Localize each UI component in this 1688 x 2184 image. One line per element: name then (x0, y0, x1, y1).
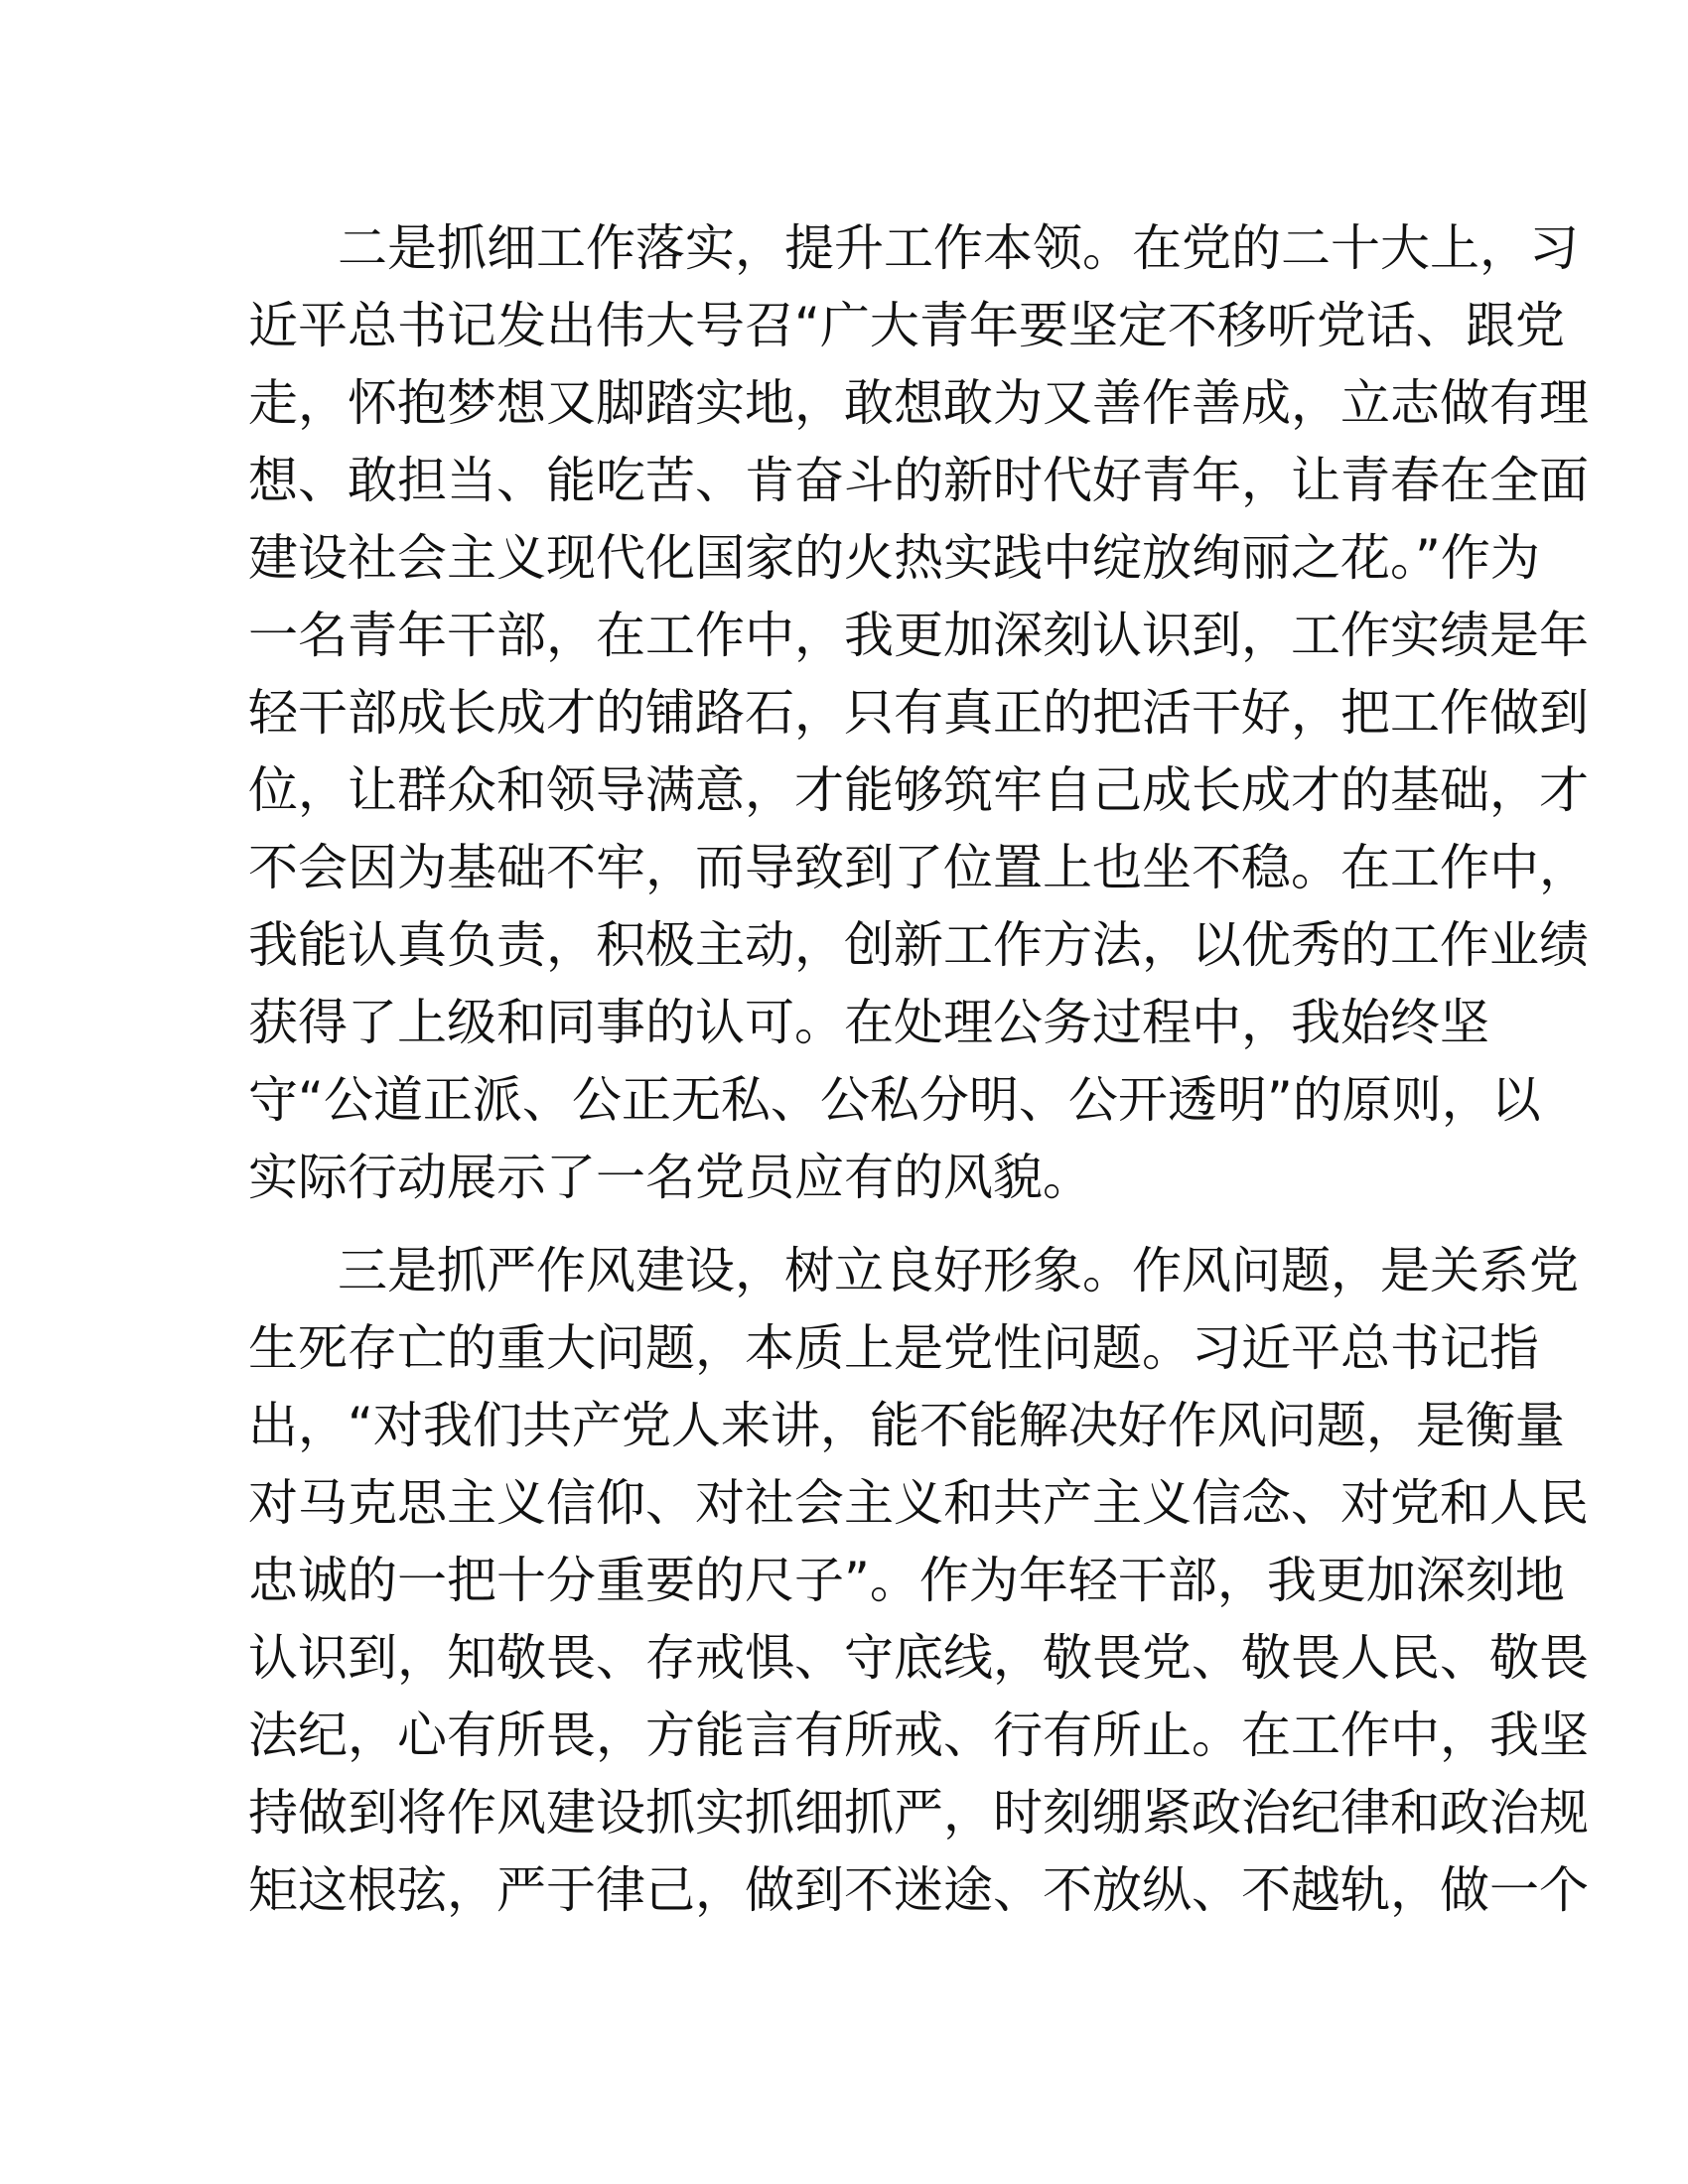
paragraph-line: 法纪，心有所畏，方能言有所戒、行有所止。在工作中，我坚 (248, 1706, 1589, 1764)
paragraph-line: 实际行动展示了一名党员应有的风貌。 (248, 1149, 1092, 1206)
paragraph-line: 矩这根弦，严于律己，做到不迷途、不放纵、不越轨，做一个 (248, 1861, 1589, 1919)
paragraph-work-implementation (248, 209, 1589, 1216)
paragraph-line: 一名青年干部，在工作中，我更加深刻认识到，工作实绩是年 (248, 607, 1589, 664)
paragraph-line: 二是抓细工作落实，提升工作本领。在党的二十大上，习 (338, 219, 1579, 277)
paragraph-line: 认识到，知敬畏、存戒惧、守底线，敬畏党、敬畏人民、敬畏 (248, 1629, 1589, 1687)
paragraph-line: 轻干部成长成才的铺路石，只有真正的把活干好，把工作做到 (248, 684, 1589, 742)
paragraph-line: 建设社会主义现代化国家的火热实践中绽放绚丽之花。”作为 (248, 529, 1540, 587)
paragraph-line: 守“公道正派、公正无私、公私分明、公开透明”的原则，以 (248, 1071, 1541, 1129)
paragraph-line: 对马克思主义信仰、对社会主义和共产主义信念、对党和人民 (248, 1474, 1589, 1532)
paragraph-line: 想、敢担当、能吃苦、肯奋斗的新时代好青年，让青春在全面 (248, 452, 1589, 509)
paragraph-line: 出，“对我们共产党人来讲，能不能解决好作风问题，是衡量 (248, 1397, 1565, 1454)
paragraph-line: 获得了上级和同事的认可。在处理公务过程中，我始终坚 (248, 994, 1489, 1051)
paragraph-work-style (248, 1232, 1589, 1929)
paragraph-line: 走，怀抱梦想又脚踏实地，敢想敢为又善作善成，立志做有理 (248, 374, 1589, 432)
paragraph-line: 三是抓严作风建设，树立良好形象。作风问题，是关系党 (338, 1242, 1579, 1299)
paragraph-line: 我能认真负责，积极主动，创新工作方法，以优秀的工作业绩 (248, 916, 1589, 974)
paragraph-line: 持做到将作风建设抓实抓细抓严，时刻绷紧政治纪律和政治规 (248, 1784, 1589, 1842)
paragraph-line: 不会因为基础不牢，而导致到了位置上也坐不稳。在工作中， (248, 839, 1589, 896)
paragraph-line: 生死存亡的重大问题，本质上是党性问题。习近平总书记指 (248, 1319, 1539, 1377)
paragraph-line: 近平总书记发出伟大号召“广大青年要坚定不移听党话、跟党 (248, 297, 1565, 354)
paragraph-line: 忠诚的一把十分重要的尺子”。作为年轻干部，我更加深刻地 (248, 1552, 1565, 1609)
paragraph-line: 位，让群众和领导满意，才能够筑牢自己成长成才的基础，才 (248, 761, 1589, 819)
